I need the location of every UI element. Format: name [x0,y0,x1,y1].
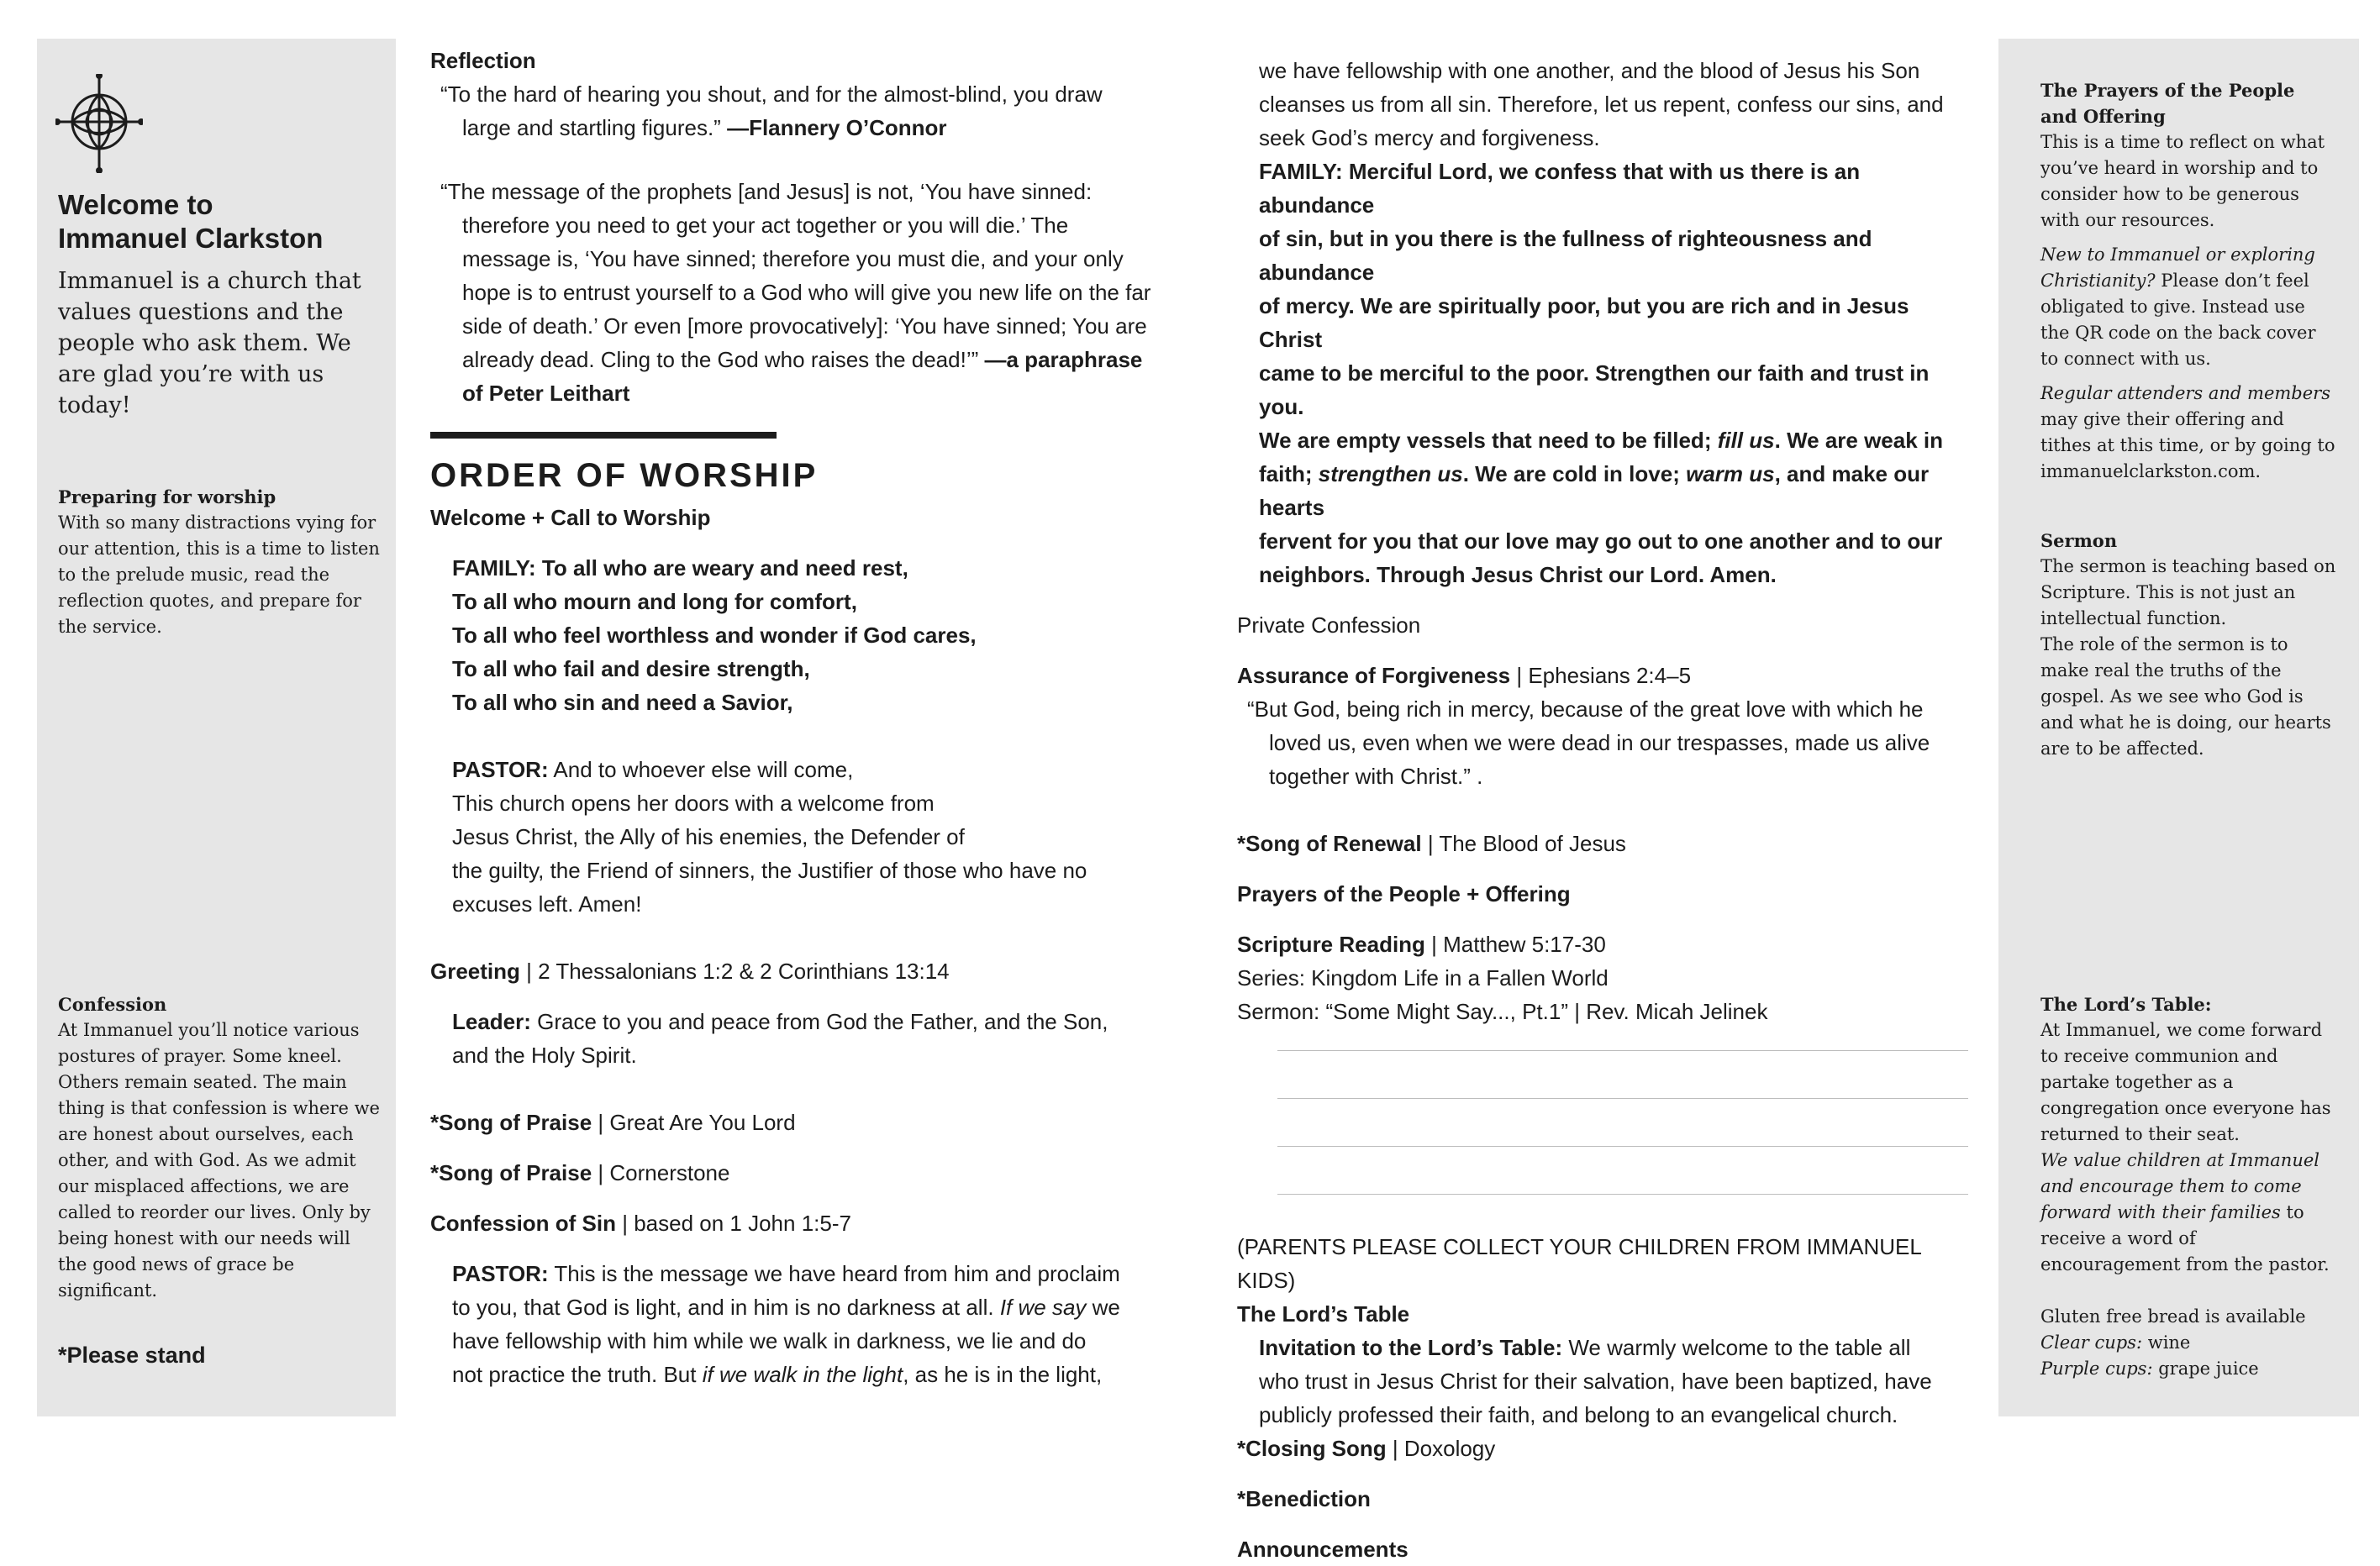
greeting-reference: 2 Thessalonians 1:2 & 2 Corinthians 13:14 [538,959,950,984]
scripture-label: Scripture Reading [1237,932,1425,957]
regular-attenders-text: may give their offering and tithes at this time, or by going to immanuelclarkston.com. [2040,409,2335,481]
sermon-explainer-text2: The role of the sermon is to make real the truths of the gospel. As we see who God is and what he is doing, our hearts are to be affected. [2040,634,2331,759]
invitation-line: We warmly welcome to the table all [1568,1335,1911,1360]
prayer-italic: warm us [1686,461,1775,486]
prayer-italic: fill us [1717,428,1775,453]
invitation-line: publicly professed their faith, and belong to an evangelical church. [1259,1402,1898,1427]
notes-line [1277,1098,1968,1099]
sermon-explainer [2040,528,2339,762]
assurance-quote [1237,692,1977,793]
order-column-2 [1237,54,1977,1566]
pastor-response [430,753,1153,921]
welcome-call-heading: Welcome + Call to Worship [430,505,711,530]
song-of-renewal: *Song of Renewal | The Blood of Jesus [1237,831,1626,856]
family-line: To all who fail and desire strength, [452,656,810,681]
pastor-line: , as he is in the light, [903,1362,1103,1387]
assurance-line: loved us, even when we were dead in our trespasses, made us alive [1269,730,1930,755]
song-renewal-title: The Blood of Jesus [1439,831,1626,856]
invitation-label: Invitation to the Lord’s Table: [1259,1335,1563,1360]
family-line: To all who are weary and need rest, [541,555,908,581]
quote1-line1: “To the hard of hearing you shout, and for the almost-blind, you draw [440,81,1103,107]
prayer-line: fervent for you that our love may go out to one another and to our [1259,528,1943,554]
announcements: Announcements [1237,1537,1409,1562]
confession-of-sin-heading: Confession of Sin | based on 1 John 1:5-7 [430,1211,851,1236]
closing-song: *Closing Song | Doxology [1237,1436,1496,1461]
song-of-praise-1: *Song of Praise | Great Are You Lord [430,1110,796,1135]
confession-heading: Confession [58,994,167,1015]
confession-reference: based on 1 John 1:5-7 [634,1211,851,1236]
sermon-series: Series: Kingdom Life in a Fallen World [1237,965,1609,991]
children-italic: We value children at Immanuel and encourage them to come forward with their families [2040,1150,2320,1222]
quote-leithart [430,175,1153,410]
leader-line: and the Holy Spirit. [452,1043,637,1068]
new-visitor-text: Please don’t feel obligated to give. Instead use the QR code on the back cover to connect with us. [2040,271,2316,369]
pastor-label: PASTOR: [452,757,549,782]
order-column-1 [430,44,1153,1391]
prayer-line: FAMILY: Merciful Lord, we confess that with us there is an abundance [1259,159,1861,218]
welcome-text: Immanuel is a church that values questions and the people who ask them. We are glad you’re with us today! [58,268,361,418]
song-praise-label: Song of Praise [439,1160,592,1185]
compass-cross-logo-icon [55,74,143,173]
welcome-title-line2: Immanuel Clarkston [58,223,324,254]
song-praise-title: Cornerstone [609,1160,730,1185]
prayer-line: came to be merciful to the poor. Strengthen our faith and trust in you. [1259,360,1930,419]
private-confession: Private Confession [1237,612,1421,638]
please-stand-note: *Please stand [58,1343,206,1368]
song-praise-title: Great Are You Lord [609,1110,796,1135]
quote2-attribution-2: of Peter Leithart [462,381,630,406]
pastor-label: PASTOR: [452,1261,549,1286]
preparing-text: With so many distractions vying for our attention, this is a time to listen to the prelude music, read the reflection quotes, and prepare for the service. [58,512,380,637]
prayers-heading-line2: and Offering [2040,106,2166,127]
pastor-italic: if we walk in the light [702,1362,903,1387]
quote2-line: hope is to entrust yourself to a God who will give you new life on the far [462,280,1151,305]
closing-song-label: Closing Song [1245,1436,1387,1461]
sermon-explainer-text1: The sermon is teaching based on Scripture. This is not just an intellectual function. [2040,556,2336,628]
lords-table-heading: The Lord’s Table [1237,1301,1410,1327]
prayers-offering-heading: Prayers of the People + Offering [1237,881,1571,906]
assurance-reference: Ephesians 2:4–5 [1528,663,1692,688]
quote2-line: therefore you need to get your act together or you will die.’ The [462,213,1069,238]
quote2-attribution: —a paraphrase [984,347,1143,372]
scripture-reading: Scripture Reading | Matthew 5:17-30 [1237,932,1606,957]
prayer-line: . We are cold in love; [1462,461,1680,486]
benediction-label: Benediction [1245,1486,1371,1511]
confession-line: we have fellowship with one another, and the blood of Jesus his Son [1259,58,1920,83]
quote2-line: message is, ‘You have sinned; therefore you must die, and your only [462,246,1124,271]
benediction: *Benediction [1237,1486,1371,1511]
welcome-title-line1: Welcome to [58,189,213,220]
gluten-free-note: Gluten free bread is available [2040,1306,2306,1327]
song-renewal-label: Song of Renewal [1245,831,1422,856]
order-of-worship-title: ORDER OF WORSHIP [430,457,819,494]
confession-continued [1237,54,1977,155]
prayers-explainer [2040,77,2339,493]
prayer-line: faith; [1259,461,1313,486]
pastor-line: we [1092,1295,1120,1320]
preparing-heading: Preparing for worship [58,486,276,507]
pastor-line: This is the message we have heard from him and proclaim [554,1261,1120,1286]
greeting-heading: Greeting | 2 Thessalonians 1:2 & 2 Corinthians 13:14 [430,959,950,984]
assurance-label: Assurance of Forgiveness [1237,663,1511,688]
clear-cups-label: Clear cups: [2040,1332,2143,1353]
quote1-line2: large and startling figures.” [462,115,721,140]
confession-text: At Immanuel you’ll notice various postures of prayer. Some kneel. Others remain seated. The main thing is that confession is where we are honest about ourselves, each other, and with God. As we admit our misplaced affections, we are called to reorder our lives. Only by being honest with our needs will the good news of grace be significant. [58,1020,380,1301]
invitation-line: who trust in Jesus Christ for their salvation, have been baptized, have [1259,1369,1932,1394]
children-text: to receive a word of encouragement from the pastor. [2040,1202,2330,1274]
lords-table-explainer-heading: The Lord’s Table: [2040,994,2212,1015]
song-of-praise-2: *Song of Praise | Cornerstone [430,1160,730,1185]
greeting-label: Greeting [430,959,520,984]
assurance-line: together with Christ.” . [1269,764,1483,789]
assurance-line: “But God, being rich in mercy, because of the great love with which he [1247,696,1924,722]
sermon-title: Sermon: “Some Might Say..., Pt.1” | Rev. Micah Jelinek [1237,999,1768,1024]
purple-cups-value: grape juice [2158,1358,2259,1379]
leader-greeting [430,1005,1153,1072]
new-visitor-italic: New to Immanuel or exploring Christianity? [2040,244,2315,291]
prayer-line: . We are weak in [1774,428,1944,453]
family-line: To all who mourn and long for comfort, [452,589,857,614]
family-confession-prayer [1237,155,1977,591]
purple-cups-label: Purple cups: [2040,1358,2153,1379]
regular-attenders-italic: Regular attenders and members [2040,383,2330,403]
song-praise-label: Song of Praise [439,1110,592,1135]
invitation-lords-table [1237,1331,1977,1432]
pastor-line: to you, that God is light, and in him is no darkness at all. [452,1295,994,1320]
confession-line: cleanses us from all sin. Therefore, let us repent, confess our sins, and [1259,92,1944,117]
prayer-line: We are empty vessels that need to be filled; [1259,428,1712,453]
welcome-title [58,188,323,255]
confession-block [58,991,382,1304]
pastor-line: the guilty, the Friend of sinners, the Justifier of those who have no [452,858,1087,883]
lords-table-explainer [2040,991,2339,1382]
quote1-attribution: —Flannery O’Connor [727,115,947,140]
confession-label: Confession of Sin [430,1211,616,1236]
pastor-line: And to whoever else will come, [553,757,854,782]
prayer-line: of mercy. We are spiritually poor, but you are rich and in Jesus Christ [1259,293,1909,352]
quote2-line: already dead. Cling to the God who raises the dead!’” [462,347,979,372]
family-line: To all who feel worthless and wonder if God cares, [452,623,977,648]
lords-table-explainer-text: At Immanuel, we come forward to receive communion and partake together as a congregation once everyone has returned to their seat. [2040,1020,2331,1144]
family-label: FAMILY: [452,555,536,581]
scripture-reference: Matthew 5:17-30 [1443,932,1606,957]
prayers-explainer-text: This is a time to reflect on what you’ve heard in worship and to consider how to be generous with our resources. [2040,132,2325,230]
prayer-line: , and make our hearts [1259,461,1930,520]
pastor-line: Jesus Christ, the Ally of his enemies, the Defender of [452,824,965,849]
assurance-heading: Assurance of Forgiveness | Ephesians 2:4–5 [1237,663,1692,688]
leader-label: Leader: [452,1009,531,1034]
pastor-line: have fellowship with him while we walk in darkness, we lie and do [452,1328,1087,1353]
pastor-line: excuses left. Amen! [452,891,642,917]
reflection-heading: Reflection [430,48,536,73]
confession-line: seek God’s mercy and forgiveness. [1259,125,1600,150]
sermon-explainer-heading: Sermon [2040,530,2118,551]
notes-line [1277,1194,1968,1195]
pastor-line: This church opens her doors with a welcome from [452,791,935,816]
clear-cups-value: wine [2147,1332,2191,1353]
quote2-line: side of death.’ Or even [more provocatively]: ‘You have sinned; You are [462,313,1147,339]
pastor-line: not practice the truth. But [452,1362,697,1387]
notes-line [1277,1050,1968,1051]
preparing-block [58,484,382,640]
prayer-line: neighbors. Through Jesus Christ our Lord. Amen. [1259,562,1777,587]
prayers-explainer-heading [2040,77,2339,129]
left-sidebar [37,39,396,1416]
quote-oconnor [430,77,1153,145]
family-response [430,551,1153,719]
leader-line: Grace to you and peace from God the Father, and the Son, [537,1009,1108,1034]
pastor-confession-call [430,1257,1153,1391]
prayers-heading-line1: The Prayers of the People [2040,80,2295,101]
section-divider [430,432,777,439]
prayer-line: of sin, but in you there is the fullness of righteousness and abundance [1259,226,1872,285]
right-sidebar [1998,39,2359,1416]
closing-song-title: Doxology [1403,1436,1496,1461]
family-line: To all who sin and need a Savior, [452,690,793,715]
notes-line [1277,1146,1968,1147]
parents-note: (PARENTS PLEASE COLLECT YOUR CHILDREN FROM IMMANUEL KIDS) [1237,1234,1921,1293]
prayer-italic: strengthen us [1318,461,1463,486]
pastor-italic: If we say [999,1295,1087,1320]
quote2-line: “The message of the prophets [and Jesus] is not, ‘You have sinned: [440,179,1093,204]
